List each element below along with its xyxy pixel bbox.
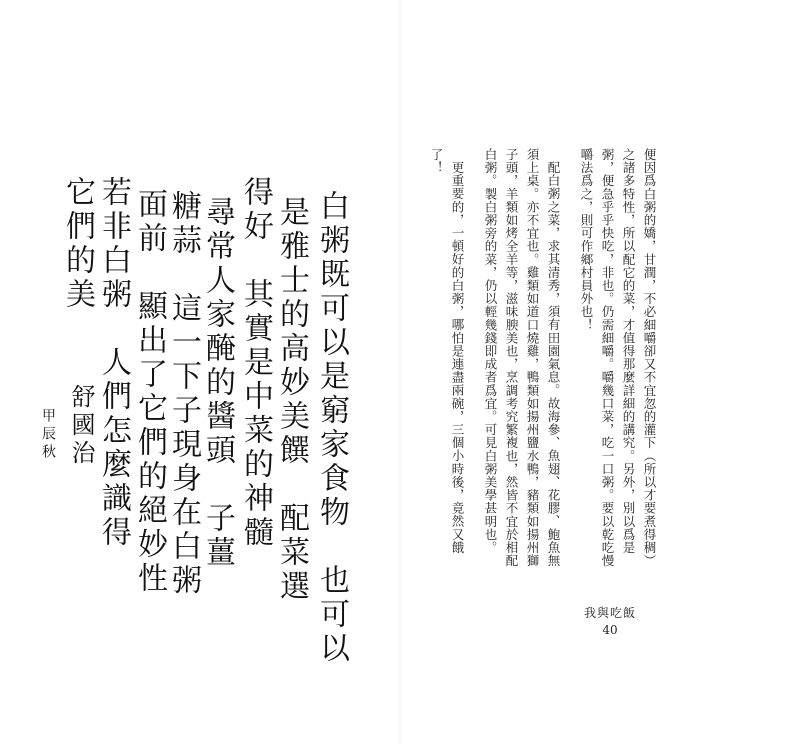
right-page-body <box>426 148 660 568</box>
calligraphy-column-3: 得好 其實是中菜的神髓 <box>238 176 273 550</box>
page-gutter <box>399 0 401 744</box>
signature-date: 甲辰秋 <box>40 408 56 462</box>
calligraphy-column-4: 尋常人家醃的醬頭 子薑 <box>200 196 235 570</box>
paragraph-1: 便因爲白粥的嬌，甘潤，不必細嚼卻又不宜忽的灌下（所以才要煮得稠）之諸多特性，所以配它的菜，才值得那麼詳細的講究。另外，別以爲是粥，便急乎乎快吃，非也。仍需細嚼。嚼幾口菜，吃一口粥。要以乾吃慢嚼法爲之，則可作鄉村員外也！ <box>579 148 657 568</box>
calligraphy-column-5: 糖蒜 這一下子現身在白粥 <box>166 190 201 598</box>
calligraphy-column-7: 若非白粥 人們怎麼識得 <box>96 176 131 550</box>
paragraph-3: 更重要的，一頓好的白粥，哪怕是連盡兩碗，三個小時後，竟然又餓了！ <box>429 148 465 554</box>
paragraph-2: 配白粥之菜，求其清秀，須有田園氣息。故海參、魚翅、花膠、鮑魚無須上桌。亦不宜也。雞類如道口燒雞，鴨類如揚州鹽水鴨，豬類如揚州獅子頭，羊類如烤全羊等，滋味腴美也，烹調考究繁複也，然皆不宜於相配白粥。製白粥旁的菜，仍以輕幾錢即成者爲宜。可見白粥美學甚明也。 <box>483 148 561 568</box>
author-signature: 舒國治 <box>67 384 95 468</box>
book-title: 我與吃飯 <box>583 606 636 620</box>
calligraphy-column-8: 它們的美 <box>60 176 95 312</box>
calligraphy-column-2: 是雅士的高妙美饌 配菜選 <box>274 196 309 604</box>
calligraphy-column-6: 面前 顯出了它們的絕妙性 <box>132 188 167 596</box>
page-number: 40 <box>602 623 618 637</box>
calligraphy-column-1: 白粥既可以是窮家食物 也可以 <box>314 190 349 666</box>
page-footer <box>560 604 660 637</box>
